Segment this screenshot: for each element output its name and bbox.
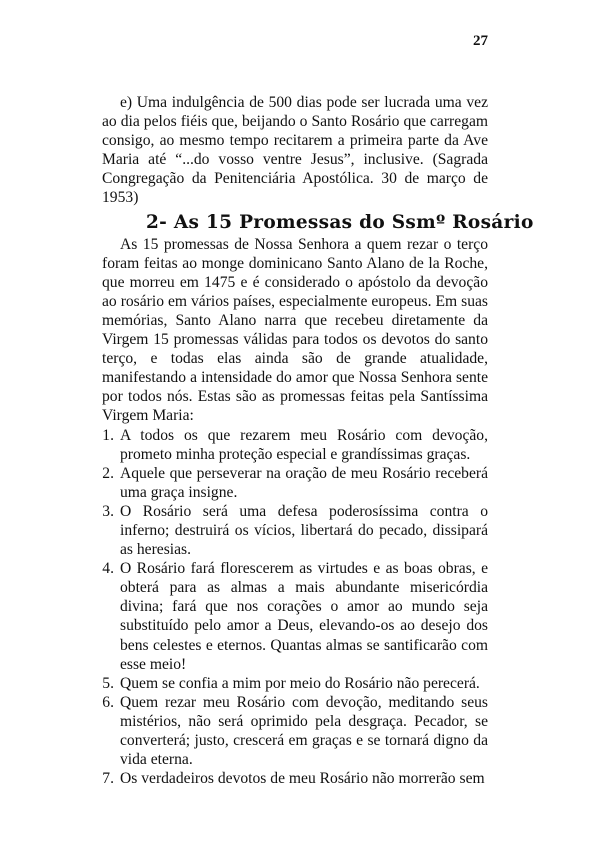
list-number: 6. xyxy=(102,693,114,711)
list-number: 4. xyxy=(102,560,114,578)
body-paragraph: As 15 promessas de Nossa Senhora a quem rezar o terço foram feitas ao monge dominicano Santo Alano de la Roche, que morreu em 1475 e é considerado o apóstolo da devoção ao rosário em vários países, especialmente europeus. Em suas memórias, Santo Alano narra que recebeu diretamente da Virgem 15 promessas válidas para todos os devotos do santo terço, e todas elas ainda são de grande atualidade, manifestando a intensidade do amor que Nossa Senhora sente por todos nós. Estas são as promessas feitas pela Santíssima Virgem Maria: xyxy=(102,235,488,425)
page-content xyxy=(102,93,534,788)
list-number: 2. xyxy=(102,464,114,482)
page-number: 27 xyxy=(473,33,488,49)
list-text: A todos os que rezarem meu Rosário com devoção, prometo minha proteção especial e grandíssimas graças. xyxy=(120,426,488,463)
list-item xyxy=(102,559,488,674)
section-heading: 2- As 15 Promessas do Ssmº Rosário xyxy=(146,211,534,233)
list-text: Aquele que perseverar na oração de meu Rosário receberá uma graça insigne. xyxy=(120,464,488,501)
list-item xyxy=(102,769,488,788)
list-number: 3. xyxy=(102,502,114,520)
list-item xyxy=(102,464,488,502)
list-item xyxy=(102,426,488,464)
promises-list xyxy=(102,426,488,789)
list-text: Quem rezar meu Rosário com devoção, meditando seus mistérios, não será oprimido pela desgraça. Pecador, se converterá; justo, crescerá em graças e se tornará digno da vida eterna. xyxy=(120,693,488,769)
intro-paragraph: e) Uma indulgência de 500 dias pode ser lucrada uma vez ao dia pelos fiéis que, beijando o Santo Rosário que carregam consigo, ao mesmo tempo recitarem a primeira parte da Ave Maria até “...do vosso ventre Jesus”, inclusive. (Sagrada Congregação da Penitenciária Apostólica. 30 de março de 1953) xyxy=(102,94,488,207)
list-number: 7. xyxy=(102,770,114,788)
list-text: O Rosário será uma defesa poderosíssima contra o inferno; destruirá os vícios, libertará do pecado, dissipará as heresias. xyxy=(120,502,488,559)
list-number: 5. xyxy=(102,674,114,692)
list-item xyxy=(102,693,488,769)
list-number: 1. xyxy=(102,426,114,444)
list-item xyxy=(102,674,488,693)
list-text: Os verdadeiros devotos de meu Rosário não morrerão sem xyxy=(120,770,485,788)
list-item xyxy=(102,502,488,559)
list-text: O Rosário fará florescerem as virtudes e as boas obras, e obterá para as almas a mais abundante misericórdia divina; fará que nos corações o amor ao mundo seja substituído pelo amor a Deus, elevando-os ao desejo dos bens celestes e eternos. Quantas almas se santificarão com esse meio! xyxy=(120,560,488,673)
list-text: Quem se confia a mim por meio do Rosário não perecerá. xyxy=(120,674,480,692)
